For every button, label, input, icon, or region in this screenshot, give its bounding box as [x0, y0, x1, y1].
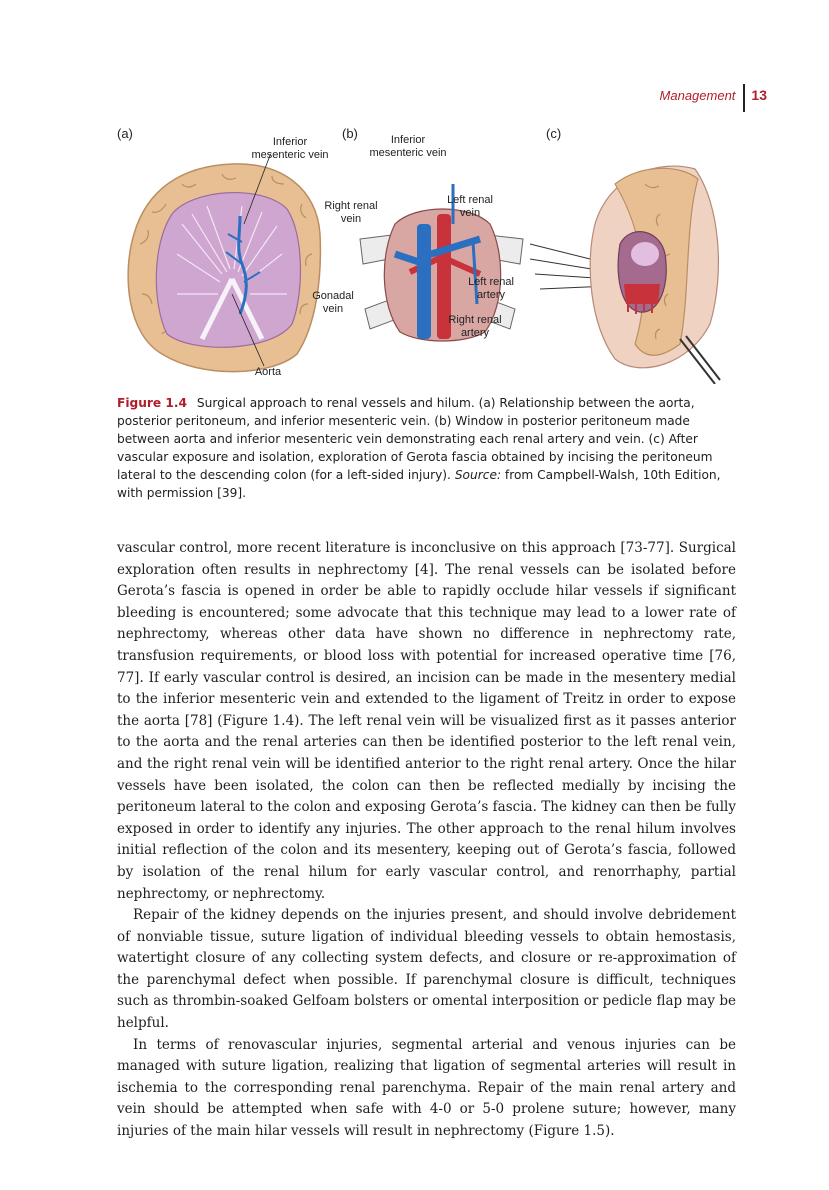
running-title: Management [659, 88, 736, 103]
panel-b-lra-label [460, 276, 522, 302]
label-line: Left renal [447, 194, 493, 206]
label-line: mesenteric vein [251, 149, 329, 161]
panel-b-gonadal-label [306, 290, 360, 316]
label-line: Right renal [324, 200, 378, 212]
panel-b-rra-label [440, 314, 510, 340]
paragraph: Repair of the kidney depends on the injuries present, and should involve debridement of nonviable tissue, suture ligation of individual bleeding vessels to obtain hemostasis, watertight closure of any collecting system defects, and closure or re-approximation of the parenchymal defect when possible. If parenchymal closure is difficult, techniques such as thrombin-soaked Gelfoam bolsters or omental interposition or pedicle flap may be helpful. [117, 907, 736, 1032]
caption-text: Surgical approach to renal vessels and hilum. (a) Relationship between the aorta, posterior peritoneum, and inferior mesenteric vein. (b) Window in posterior peritoneum made between aorta and inferior mesenteric vein demonstrating each renal artery and vein. (c) After vascular exposure and isolation, exploration of Gerota fascia obtained by incising the peritoneum lateral to the descending colon (for a left-sided injury). [117, 396, 713, 482]
figure-1-4 [110, 124, 740, 386]
label-line: Gonadal [312, 290, 354, 302]
panel-b-label: (b) [342, 126, 358, 141]
paragraph: In terms of renovascular injuries, segmental arterial and venous injuries can be managed with suture ligation, realizing that ligation of segmental arteries will result in ischemia to the corresponding renal parenchyma. Repair of the main renal artery and vein should be attempted when safe with 4-0 or 5-0 prolene suture; however, many injuries of the main hilar vessels will result in nephrectomy (Figure 1.5). [117, 1036, 736, 1140]
page-number: 13 [751, 87, 767, 103]
panel-b-lrv-label [435, 194, 505, 220]
label-line: Inferior [390, 134, 426, 146]
panel-a-aorta-label: Aorta [254, 366, 282, 378]
label-line: vein [340, 213, 362, 225]
panel-b-rrv-label [316, 200, 386, 226]
label-line: Inferior [272, 136, 308, 148]
panel-c-label: (c) [546, 126, 562, 141]
caption-label: Figure 1.4 [117, 396, 188, 410]
paragraph: vascular control, more recent literature is inconclusive on this approach [73-77]. Surgical exploration often results in nephrectomy [4]. The renal vessels can be isolated before Gerota’s fascia is opened in order be able to rapidly occlude hilar vessels if significant bleeding is encountered; some advocate that this technique may lead to a lower rate of nephrectomy, whereas other data have shown no difference in nephrectomy rate, transfusion requirements, or blood loss with potential for increased operative time [76, 77]. If early vascular control is desired, an incision can be made in the mesentery medial to the inferior mesenteric vein and extended to the ligament of Treitz in order to expose the aorta [78] (Figure 1.4). The left renal vein will be visualized first as it passes anterior to the aorta and the renal arteries can then be identified posterior to the left renal vein, and the right renal vein will be identified anterior to the right renal artery. Once the hilar vessels have been isolated, the colon can then be reflected medially by incising the peritoneum lateral to the colon and exposing Gerota’s fascia. The kidney can then be fully exposed in order to identify any injuries. The other approach to the renal hilum involves initial reflection of the colon and its mesentery, keeping out of Gerota’s fascia, followed by isolation of the renal hilum for early vascular control, and renorrhaphy, partial nephrectomy, or nephrectomy. [117, 540, 736, 902]
label-line: Right renal [448, 314, 502, 326]
caption-source-label: Source: [454, 468, 502, 482]
label-line: vein [459, 207, 481, 219]
figure-caption [117, 394, 729, 502]
label-line: Left renal [468, 276, 514, 288]
label-line: mesenteric vein [369, 147, 447, 159]
running-header [660, 84, 767, 112]
panel-a-imv-label [238, 136, 342, 162]
panel-c-illustration [520, 144, 740, 384]
label-line: artery [460, 327, 490, 339]
body-text [117, 538, 736, 1143]
panel-a-illustration [122, 154, 327, 374]
label-line: artery [476, 289, 506, 301]
panel-b-imv-label [358, 134, 458, 160]
panel-a-label: (a) [117, 126, 133, 141]
caption-source-text: from Campbell-Walsh, 10th Edition, with permission [39]. [117, 468, 721, 500]
label-line: vein [322, 303, 344, 315]
